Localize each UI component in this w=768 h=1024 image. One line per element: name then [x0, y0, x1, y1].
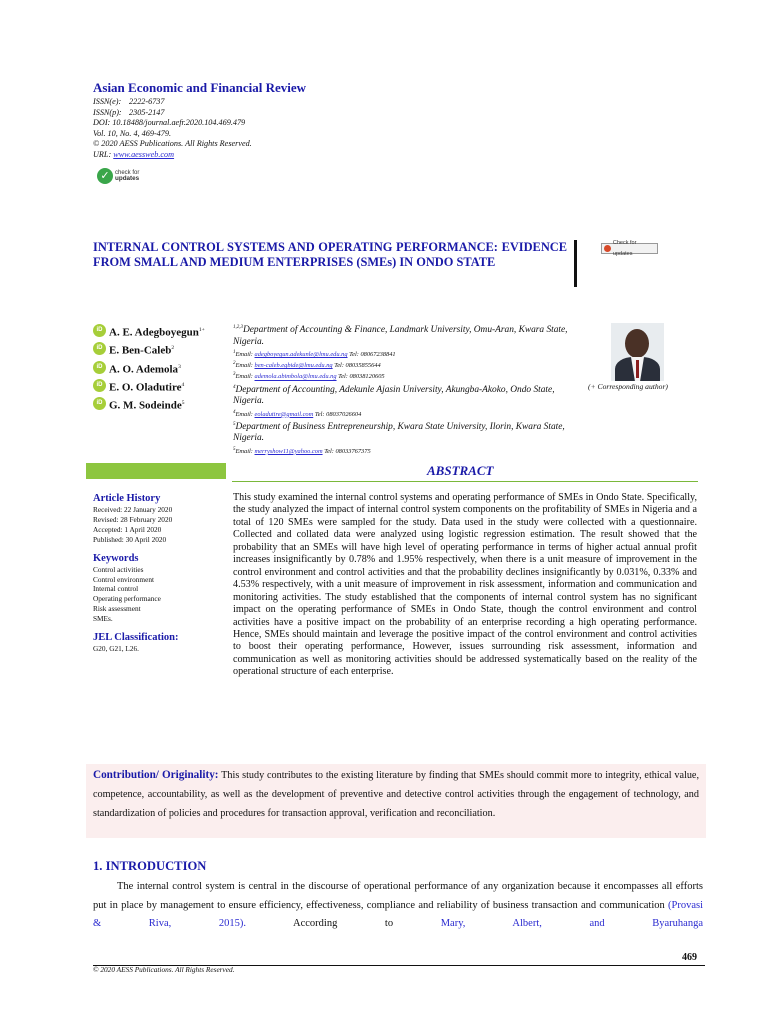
orcid-icon[interactable]: iD [93, 379, 106, 392]
abstract-text: This study examined the internal control systems and operating performance of SMEs in Ondo State. Specifically, the study analyzed the impact of internal control system components on the profitability of SMEs in Nigeria and a total of 120 SMEs were sampled for the study. Data used in the study were collected with a questionnaire. Collected and collated data were analyzed using logistic regression estimation. The result showed that the probability that an SMEs will have high level of operating performance in terms of higher actual annual profit increases insignificantly by 0.78% and 1.95% respectively, when there is a unit measure of improvement in the control environment and control activities and that the probability declines insignificantly by 0.031%, 0.33% and 4.53% respectively, with a unit measure of improvement in risk assessment, information and communication and monitoring activities. The study established that the components of internal control system has no significant impact on the operating performance of SMEs in Ondo State, though the control environment and control activities have a positive impact on the probability of an enterprise recording a high operating performance. Hence, SMEs should maintain and leverage the positive impact of the control environment and control activities to boost their operating performance, However, issues surrounding risk assessment, information and communication as well as monitoring activities should be addressed systematically based on the reality of the operational structure of each enterprise. [233, 492, 697, 678]
article-sidebar [93, 493, 228, 662]
email-link[interactable]: eoladutire@gmail.com [254, 410, 314, 418]
keywords-heading: Keywords [93, 552, 139, 564]
affiliation-2: $^4$Department of Accounting, Adekunle Ajasin University, Akungba-Akoko, Ondo State, Nigeria. [233, 384, 555, 407]
author-item: iD G. M. Sodeinde$^5$ [93, 397, 228, 413]
jel-classification [93, 632, 228, 654]
crossmark-icon [604, 245, 611, 252]
citation-link[interactable]: Mary, Albert, and Byaruhanga [440, 918, 703, 930]
volume: Vol. 10, No. 4, 469-479. [93, 128, 172, 138]
email-line: $^4$Email: eoladutire@gmail.com Tel: 08037026604 [233, 409, 362, 418]
issn-e: ISSN(e): 2222-6737 [93, 97, 165, 106]
author-item: iD A. O. Ademola$^3$ [93, 361, 228, 377]
affiliations [233, 322, 570, 456]
corresponding-author-note: (+ Corresponding author) [588, 382, 668, 391]
contribution-text: This study contributes to the existing literature by finding that SMEs should commit more to integrity, ethical value, competence, accountability, as well as the development of preventive and detective control activities through the engagement of technology, and standardization of policies and procedures for transaction approval, verification and reconciliation. [93, 770, 700, 819]
journal-meta [93, 97, 252, 161]
published-date: Published: 30 April 2020 [93, 534, 167, 544]
orcid-icon[interactable]: iD [93, 397, 106, 410]
paper-title: INTERNAL CONTROL SYSTEMS AND OPERATING PERFORMANCE: EVIDENCE FROM SMALL AND MEDIUM ENTERPRISES (SMEs) IN ONDO STATE [93, 240, 567, 269]
author-item: iD E. Ben-Caleb$^2$ [93, 342, 228, 358]
doi: DOI: 10.18488/journal.aefr.2020.104.469.479 [93, 118, 246, 128]
keyword-item: Internal control [93, 584, 139, 594]
contribution-box [86, 764, 706, 838]
url-row: URL: www.aessweb.com [93, 149, 175, 159]
email-line: $^1$Email: adegboyegun.adekunle@lmu.edu.ng Tel: 08067238841 [233, 350, 396, 359]
article-history [93, 493, 228, 545]
author-list [93, 324, 228, 415]
contribution-label: Contribution/ Originality: [93, 769, 219, 781]
accepted-date: Accepted: 1 April 2020 [93, 524, 162, 534]
jel-heading: JEL Classification: [93, 632, 179, 644]
citation-link[interactable]: (Provasi & Riva, 2015). [93, 899, 703, 930]
page-number: 469 [682, 952, 697, 963]
email-line: $^5$Email: merryshow11@yahoo.com Tel: 08033767375 [233, 446, 371, 455]
introduction-text: The internal control system is central in the discourse of operational performance of any organization because it encompasses all efforts put in place by management to ensure efficiency, effectiveness, compliance and reliability of business transaction and communication (Provasi & Riva, 2015). According to Mary, Albert, and Byaruhanga [93, 881, 703, 930]
jel-codes: G20, G21, L26. [93, 644, 140, 654]
issn-p: ISSN(p): 2305-2147 [93, 107, 165, 117]
email-link[interactable]: adegboyegun.adekunle@lmu.edu.ng [254, 351, 348, 359]
journal-name: Asian Economic and Financial Review [93, 80, 307, 95]
orcid-icon[interactable]: iD [93, 361, 106, 374]
keywords [93, 553, 228, 624]
copyright: © 2020 AESS Publications. All Rights Reserved. [93, 139, 252, 149]
title-divider [574, 240, 577, 287]
keyword-item: Control activities [93, 564, 144, 574]
footer-copyright: © 2020 AESS Publications. All Rights Reserved. [93, 965, 235, 974]
check-for-updates-button[interactable]: Check for updates [601, 243, 658, 254]
sidebar-accent-bar [86, 463, 226, 479]
check-for-updates-badge[interactable]: ✓ check for updates [97, 168, 139, 184]
email-line: $^3$Email: ademola.abimbola@lmu.edu.ng Tel: 08038120605 [233, 372, 385, 381]
author-photo [611, 323, 664, 381]
email-line: $^2$Email: ben-caleb.egbide@lmu.edu.ng Tel: 08035855644 [233, 361, 381, 370]
orcid-icon[interactable]: iD [93, 324, 106, 337]
received-date: Received: 22 January 2020 [93, 505, 173, 514]
email-link[interactable]: ben-caleb.egbide@lmu.edu.ng [254, 362, 333, 370]
author-item: iD E. O. Oladutire$^4$ [93, 379, 228, 395]
article-history-heading: Article History [93, 493, 161, 504]
orcid-icon[interactable]: iD [93, 342, 106, 355]
author-item: iD A. E. Adegboyegun$^{1+}$ [93, 324, 228, 340]
email-link[interactable]: ademola.abimbola@lmu.edu.ng [254, 373, 337, 381]
affiliation-1: $^{1,2,3}$Department of Accounting & Finance, Landmark University, Omu-Aran, Kwara State, Nigeria. [233, 325, 568, 347]
journal-url-link[interactable]: www.aessweb.com [113, 149, 175, 159]
affiliation-3: $^5$Department of Business Entrepreneurship, Kwara State University, Ilorin, Kwara State, Nigeria. [233, 421, 565, 444]
email-link[interactable]: merryshow11@yahoo.com [254, 448, 323, 455]
keyword-item: Control environment [93, 574, 155, 584]
introduction-heading: 1. INTRODUCTION [93, 859, 207, 873]
keyword-item: Operating performance [93, 594, 161, 604]
revised-date: Revised: 28 February 2020 [93, 514, 173, 524]
abstract-divider [232, 481, 698, 482]
abstract-heading: ABSTRACT [427, 463, 494, 478]
keyword-item: SMEs. [93, 614, 113, 624]
keyword-item: Risk assessment [93, 604, 141, 614]
checkmark-icon: ✓ [97, 168, 113, 184]
